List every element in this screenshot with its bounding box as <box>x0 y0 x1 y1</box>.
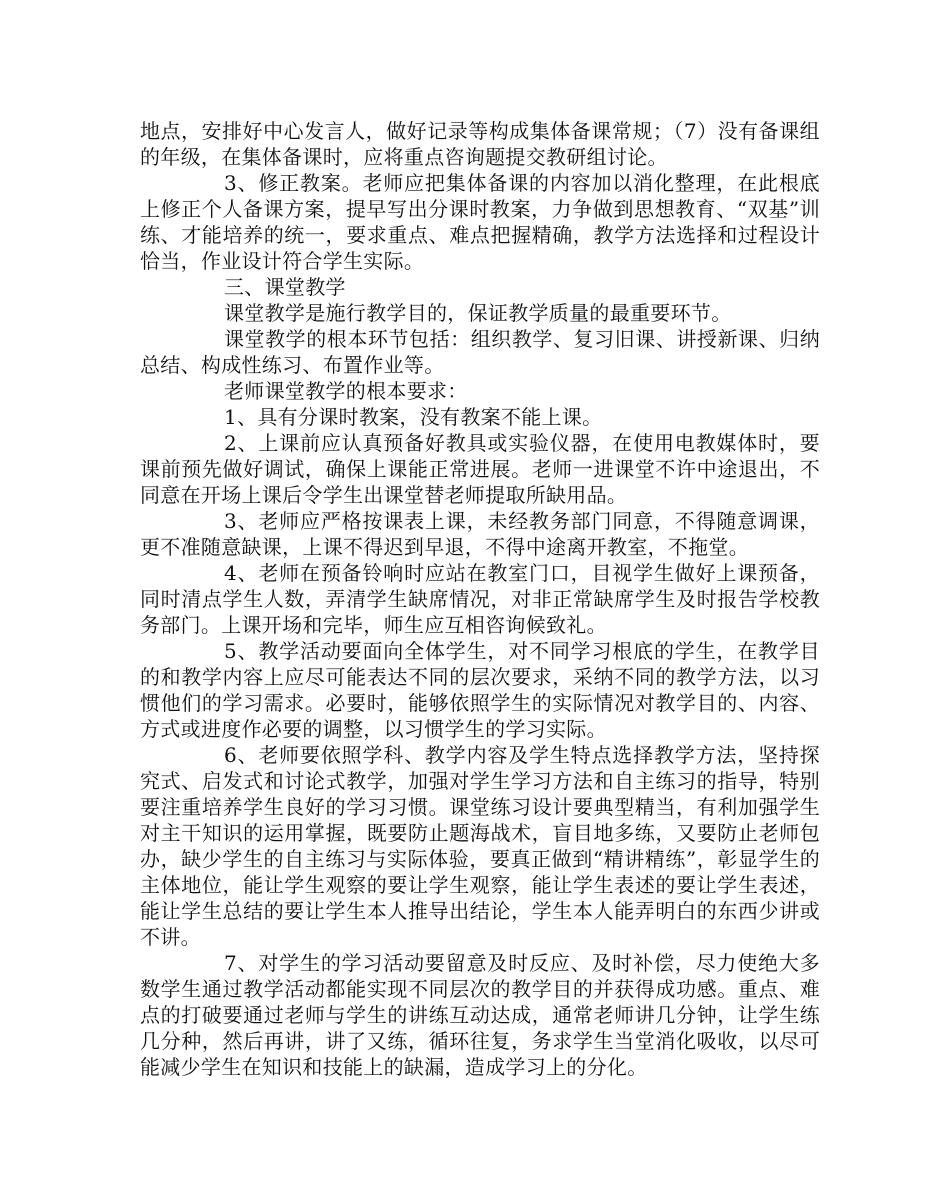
list-item: 7、对学生的学习活动要留意及时反应、及时补偿，尽力使绝大多数学生通过教学活动都能实现不同层次的教学目的并获得成功感。重点、难点的打破要通过老师与学生的讲练互动达成，通常老师讲几分钟，让学生练几分种，然后再讲，讲了又练，循环往复，务求学生当堂消化吸收，以尽可能减少学生在知识和技能上的缺漏，造成学习上的分化。 <box>140 951 820 1079</box>
paragraph: 地点，安排好中心发言人，做好记录等构成集体备课常规；（7）没有备课组的年级，在集体备课时，应将重点咨询题提交教研组讨论。 <box>140 119 820 169</box>
section-heading: 三、课堂教学 <box>224 275 346 299</box>
list-item: 6、老师要依照学科、教学内容及学生特点选择教学方法，坚持探究式、启发式和讨论式教学，加强对学生学习方法和自主练习的指导，特别要注重培养学生良好的学习习惯。课堂练习设计要典型精当，有利加强学生对主干知识的运用掌握，既要防止题海战术，盲目地多练，又要防止老师包办，缺少学生的自主练习与实际体验，要真正做到“精讲精练”，彰显学生的主体地位，能让学生观察的要让学生观察，能让学生表述的要让学生表述，能让学生总结的要让学生本人推导出结论，学生本人能弄明白的东西少讲或不讲。 <box>140 743 820 949</box>
list-item: 4、老师在预备铃响时应站在教室门口，目视学生做好上课预备，同时清点学生人数，弄清学生缺席情况，对非正常缺席学生及时报告学校教务部门。上课开场和完毕，师生应互相咨询候致礼。 <box>140 561 820 637</box>
list-item: 5、教学活动要面向全体学生，对不同学习根底的学生，在教学目的和教学内容上应尽可能表达不同的层次要求，采纳不同的教学方法，以习惯他们的学习需求。必要时，能够依照学生的实际情况对教学目的、内容、方式或进度作必要的调整，以习惯学生的学习实际。 <box>140 639 820 741</box>
paragraph: 老师课堂教学的根本要求： <box>224 379 468 403</box>
paragraph: 课堂教学是施行教学目的，保证教学质量的最重要环节。 <box>224 301 732 325</box>
list-item: 3、老师应严格按课表上课，未经教务部门同意，不得随意调课，更不准随意缺课，上课不得迟到早退，不得中途离开教室，不拖堂。 <box>140 509 820 559</box>
body-text <box>140 118 820 1080</box>
paragraph: 课堂教学的根本环节包括：组织教学、复习旧课、讲授新课、归纳总结、构成性练习、布置作业等。 <box>140 327 820 377</box>
list-item: 1、具有分课时教案，没有教案不能上课。 <box>224 405 603 429</box>
list-item: 2、上课前应认真预备好教具或实验仪器，在使用电教媒体时，要课前预先做好调试，确保上课能正常进展。老师一进课堂不许中途退出，不同意在开场上课后令学生出课堂替老师提取所缺用品。 <box>140 431 820 507</box>
paragraph: 3、修正教案。老师应把集体备课的内容加以消化整理，在此根底上修正个人备课方案，提早写出分课时教案，力争做到思想教育、“双基”训练、才能培养的统一，要求重点、难点把握精确，教学方法选择和过程设计恰当，作业设计符合学生实际。 <box>140 171 820 273</box>
